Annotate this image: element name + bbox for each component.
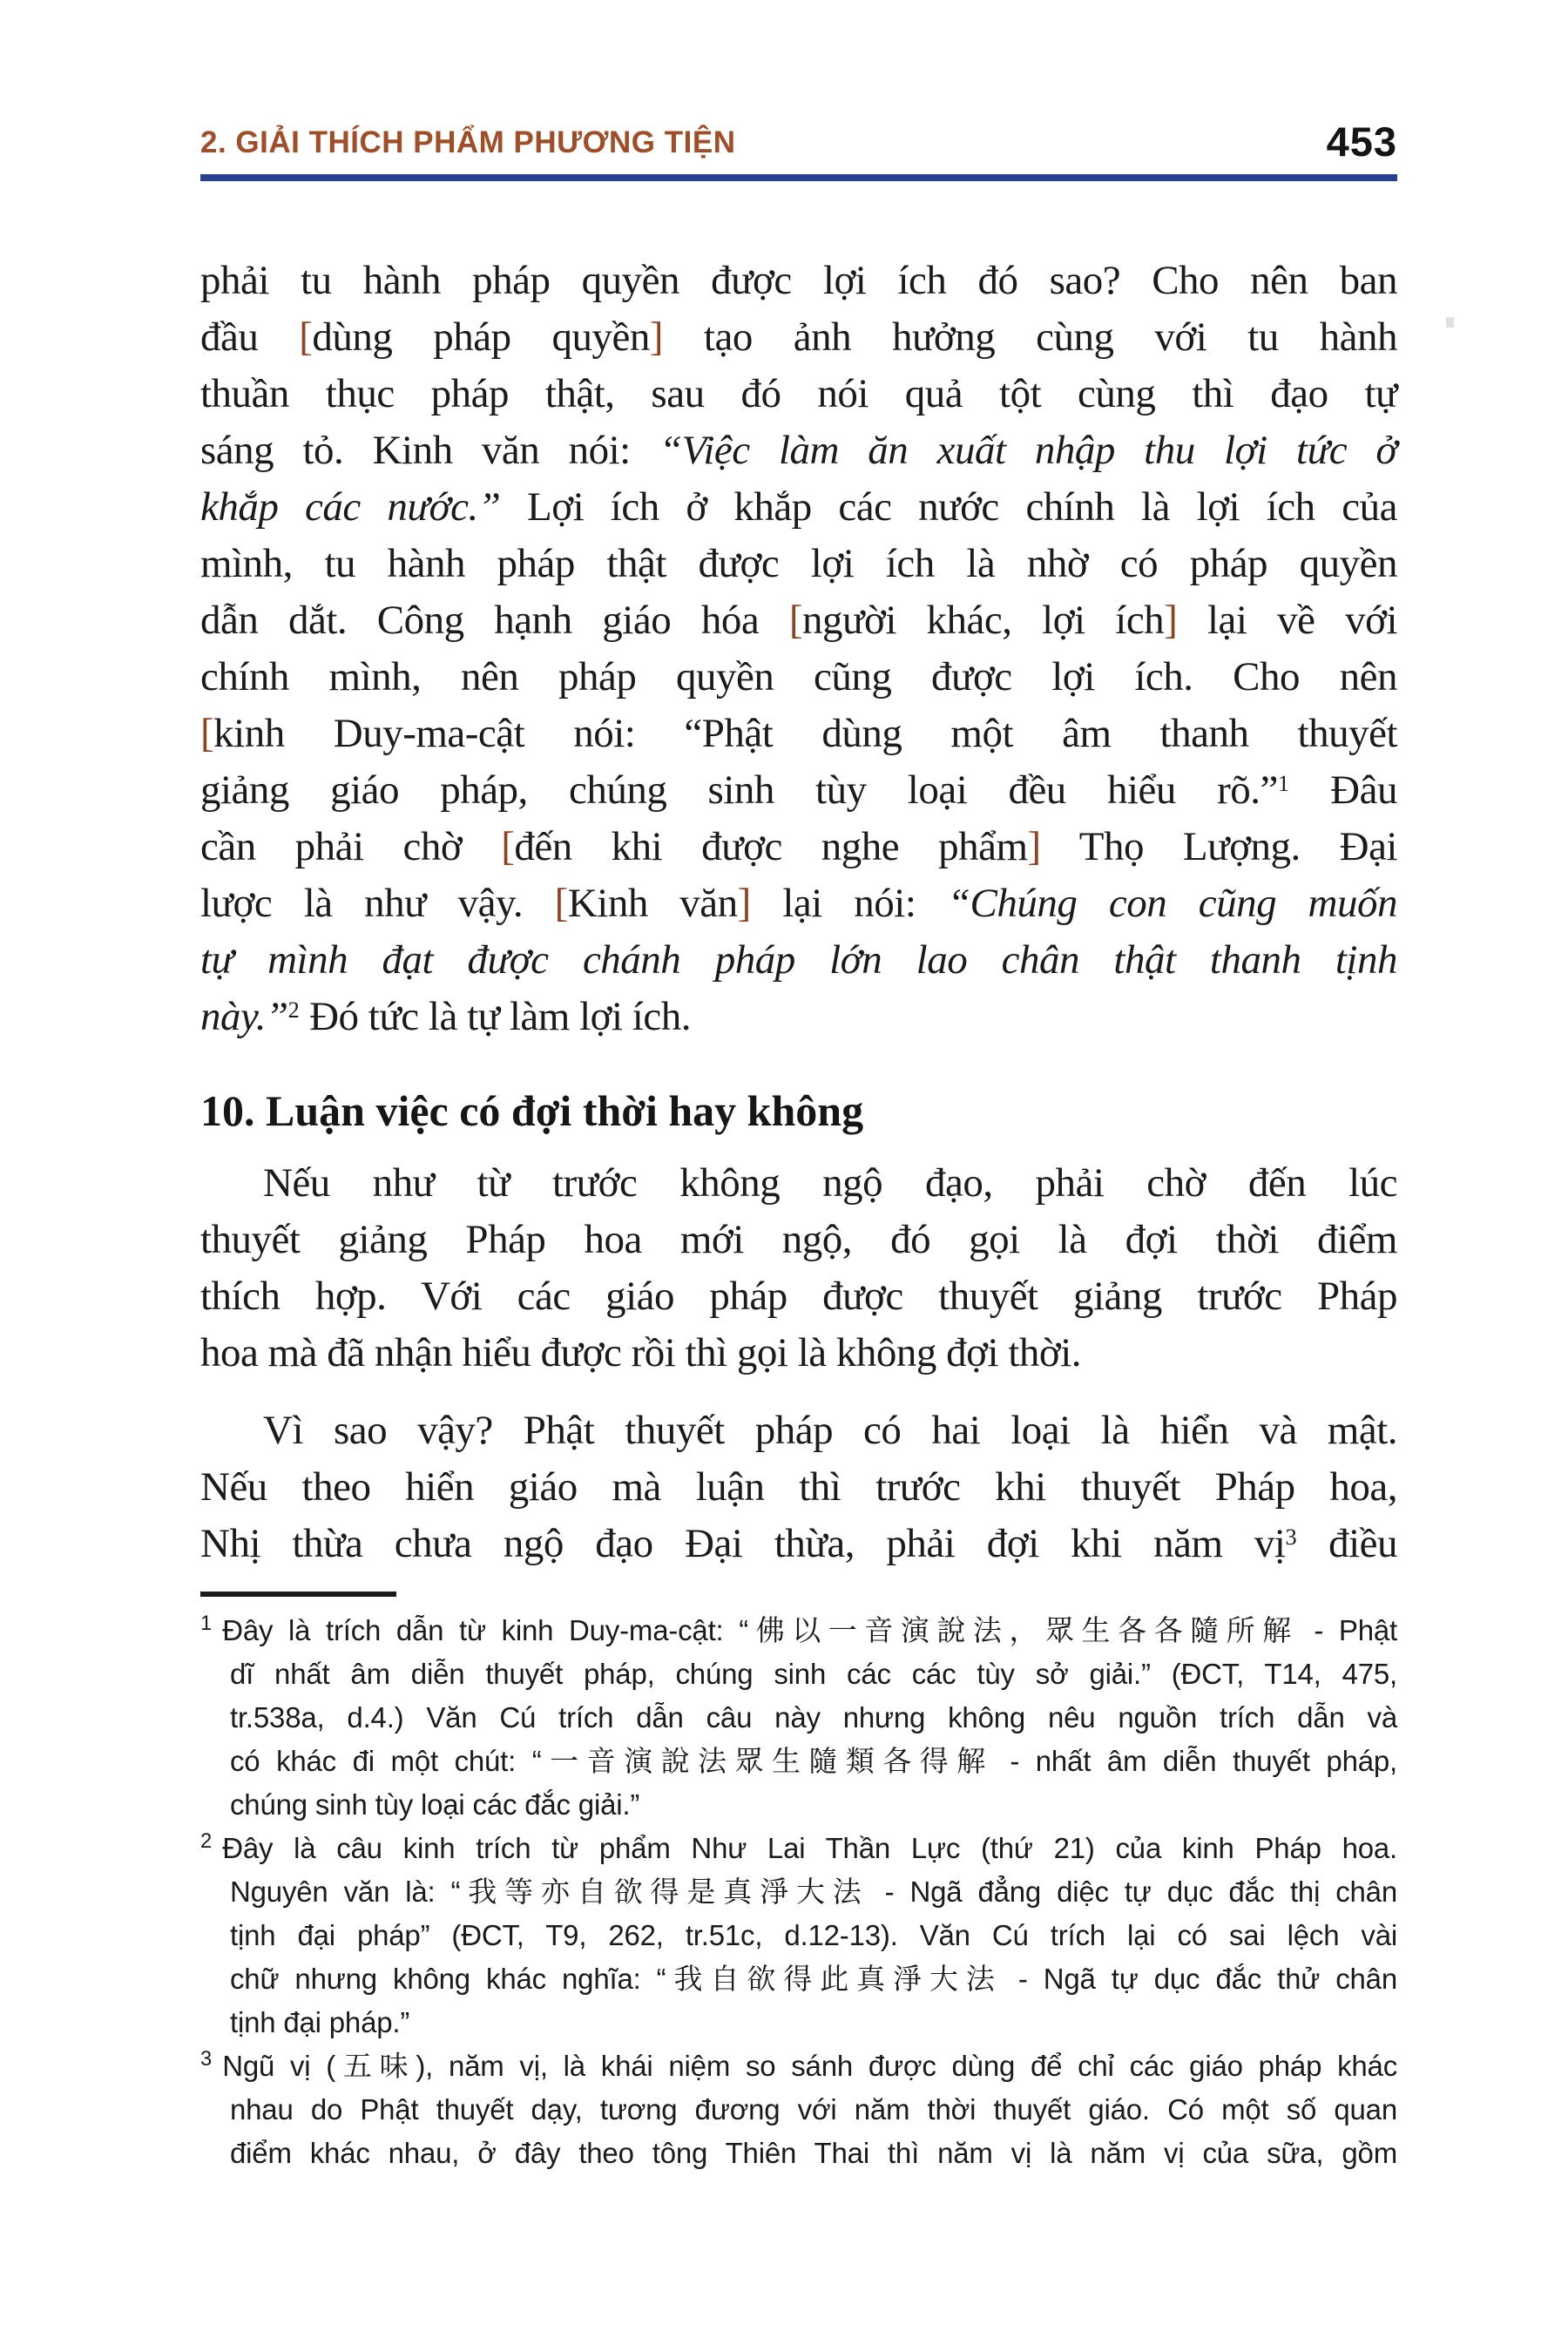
bracket-mark: [ [501, 824, 515, 869]
text-segment: Ngũ vị (五味), năm vị, là khái niệm so sánh được dùng để chỉ các giáo pháp khác [222, 2050, 1397, 2082]
section-title: 2. GIẢI THÍCH PHẨM PHƯƠNG TIỆN [200, 125, 736, 159]
text-line [200, 989, 1397, 1045]
bracket-mark: ] [1164, 598, 1178, 643]
bracket-mark: ] [1027, 824, 1041, 869]
footnote-number: 2 [200, 1829, 213, 1854]
text-segment: lại về với [1177, 598, 1398, 643]
footnote-line [230, 1957, 1397, 2001]
text-segment: Đâu [1289, 767, 1397, 813]
footnote-ref: 2 [287, 997, 300, 1023]
text-segment: nhau do Phật thuyết dạy, tương đương với năm thời thuyết giáo. Có một số quan [230, 2093, 1397, 2126]
header-rule [200, 174, 1397, 181]
text-segment: lược là như vậy. [200, 881, 555, 926]
text-segment: tr.538a, d.4.) Văn Cú trích dẫn câu này nhưng không nêu nguồn trích dẫn và [230, 1701, 1397, 1734]
footnote-line [230, 1870, 1397, 1914]
footnotes [200, 1609, 1397, 2175]
footnote-line [200, 1827, 1397, 1870]
text-line [200, 649, 1397, 706]
footnote-ref: 3 [1285, 1524, 1297, 1550]
running-header [200, 120, 1397, 164]
text-segment: tạo ảnh hưởng cùng với tu hành [663, 314, 1397, 360]
footnote-line [230, 2001, 1397, 2044]
text-line [200, 762, 1397, 819]
text-segment: thuần thục pháp thật, sau đó nói quả tột cùng thì đạo tự [200, 371, 1397, 416]
text-segment: có khác đi một chút: “一音演說法眾生隨類各得解 - nhất âm diễn thuyết pháp, [230, 1745, 1397, 1777]
text-segment: Đó tức là tự làm lợi ích. [299, 994, 691, 1039]
text-segment: Vì sao vậy? Phật thuyết pháp có hai loại là hiển và mật. [263, 1408, 1397, 1453]
bracket-mark: ] [737, 881, 751, 926]
text-segment: Kinh văn [567, 881, 738, 926]
footnote [200, 2044, 1397, 2175]
body-text [200, 253, 1397, 1572]
footnote [200, 1827, 1397, 2044]
text-segment: Nhị thừa chưa ngộ đạo Đại thừa, phải đợi khi năm vị [200, 1521, 1286, 1566]
section-heading: 10. Luận việc có đợi thời hay không [200, 1086, 864, 1135]
footnote-number: 3 [200, 2047, 213, 2072]
text-segment: cần phải chờ [200, 824, 502, 869]
bracket-mark: [ [200, 711, 214, 756]
paragraph [200, 1402, 1397, 1572]
footnote-line [200, 1609, 1397, 1652]
text-segment: Đây là câu kinh trích từ phẩm Như Lai Thần Lực (thứ 21) của kinh Pháp hoa. [222, 1832, 1397, 1864]
text-line [200, 366, 1397, 422]
text-segment: tịnh đại pháp.” [230, 2006, 410, 2038]
text-segment: tự mình đạt được chánh pháp lớn lao chân thật thanh tịnh [200, 937, 1397, 983]
text-segment: kinh Duy-ma-cật nói: “Phật dùng một âm thanh thuyết [213, 711, 1397, 756]
text-line [200, 1516, 1397, 1572]
text-segment: Đây là trích dẫn từ kinh Duy-ma-cật: “佛以一音演說法，眾生各各隨所解 - Phật [222, 1614, 1397, 1646]
text-line [200, 932, 1397, 989]
text-segment: lại nói: [750, 881, 948, 926]
text-segment: sáng tỏ. Kinh văn nói: [200, 428, 660, 473]
bracket-mark: [ [299, 314, 313, 360]
text-segment: đầu [200, 314, 300, 360]
text-segment: khắp các nước.” [200, 484, 528, 530]
text-line [200, 536, 1397, 592]
text-segment: Nếu theo hiển giáo mà luận thì trước khi thuyết Pháp hoa, [200, 1464, 1397, 1510]
footnote-line [230, 1652, 1397, 1696]
footnote-ref: 1 [1277, 770, 1289, 796]
text-segment: Nếu như từ trước không ngộ đạo, phải chờ đến lúc [263, 1160, 1397, 1206]
text-segment: Nguyên văn là: “我等亦自欲得是真淨大法 - Ngã đẳng diệc tự dục đắc thị chân [230, 1876, 1397, 1908]
text-segment: “Chúng con cũng muốn [947, 881, 1398, 926]
text-segment: chữ nhưng không khác nghĩa: “我自欲得此真淨大法 - Ngã tự dục đắc thử chân [230, 1963, 1397, 1995]
paragraph [200, 253, 1397, 1045]
text-segment: điểm khác nhau, ở đây theo tông Thiên Thai thì năm vị là năm vị của sữa, gồm [230, 2137, 1397, 2169]
text-line [200, 1459, 1397, 1516]
body-column [200, 253, 1397, 2175]
paragraph [200, 1155, 1397, 1382]
bracket-mark: [ [554, 881, 568, 926]
text-segment: chúng sinh tùy loại các đắc giải.” [230, 1788, 640, 1821]
text-line [200, 819, 1397, 875]
text-line [200, 422, 1397, 479]
text-segment: phải tu hành pháp quyền được lợi ích đó sao? Cho nên ban [200, 258, 1397, 303]
page-number: 453 [1326, 118, 1397, 165]
text-segment: thuyết giảng Pháp hoa mới ngộ, đó gọi là đợi thời điểm [200, 1217, 1397, 1262]
scan-speck [1446, 317, 1454, 328]
text-segment: giảng giáo pháp, chúng sinh tùy loại đều hiểu rõ.” [200, 767, 1278, 813]
footnote-line [230, 2088, 1397, 2132]
text-segment: dẫn dắt. Công hạnh giáo hóa [200, 598, 789, 643]
text-segment: người khác, lợi ích [802, 598, 1165, 643]
text-segment: mình, tu hành pháp thật được lợi ích là nhờ có pháp quyền [200, 541, 1397, 586]
bracket-mark: [ [788, 598, 803, 643]
text-line [200, 1402, 1397, 1459]
footnote-line [230, 1740, 1397, 1783]
footnote-separator [200, 1592, 396, 1597]
text-line [200, 706, 1397, 762]
footnote-line [230, 1914, 1397, 1957]
text-segment: Lợi ích ở khắp các nước chính là lợi ích của [527, 484, 1397, 530]
text-line [200, 1155, 1397, 1212]
text-line [200, 309, 1397, 366]
text-segment: tịnh đại pháp” (ĐCT, T9, 262, tr.51c, d.12-13). Văn Cú trích lại có sai lệch vài [230, 1919, 1397, 1951]
text-segment: dùng pháp quyền [312, 314, 650, 360]
text-line [200, 253, 1397, 309]
footnote-line [230, 1783, 1397, 1827]
footnote [200, 1609, 1397, 1827]
footnote-number: 1 [200, 1612, 213, 1636]
text-segment: điều [1296, 1521, 1397, 1566]
footnote-line [230, 2132, 1397, 2175]
text-segment: Thọ Lượng. Đại [1040, 824, 1397, 869]
text-segment: hoa mà đã nhận hiểu được rồi thì gọi là không đợi thời. [200, 1330, 1082, 1375]
footnote-line [200, 2044, 1397, 2088]
bracket-mark: ] [649, 314, 664, 360]
text-segment: đến khi được nghe phẩm [514, 824, 1028, 869]
text-line [200, 1212, 1397, 1268]
text-segment: thích hợp. Với các giáo pháp được thuyết giảng trước Pháp [200, 1274, 1397, 1319]
text-segment: này.” [200, 994, 288, 1039]
text-line [200, 592, 1397, 649]
text-segment: chính mình, nên pháp quyền cũng được lợi ích. Cho nên [200, 654, 1397, 700]
text-line [200, 1325, 1397, 1382]
text-segment: “Việc làm ăn xuất nhập thu lợi tức ở [659, 428, 1397, 473]
text-line [200, 875, 1397, 932]
footnote-line [230, 1696, 1397, 1740]
text-segment: dĩ nhất âm diễn thuyết pháp, chúng sinh các các tùy sở giải.” (ĐCT, T14, 475, [230, 1658, 1397, 1690]
text-line [200, 479, 1397, 536]
text-line [200, 1268, 1397, 1325]
